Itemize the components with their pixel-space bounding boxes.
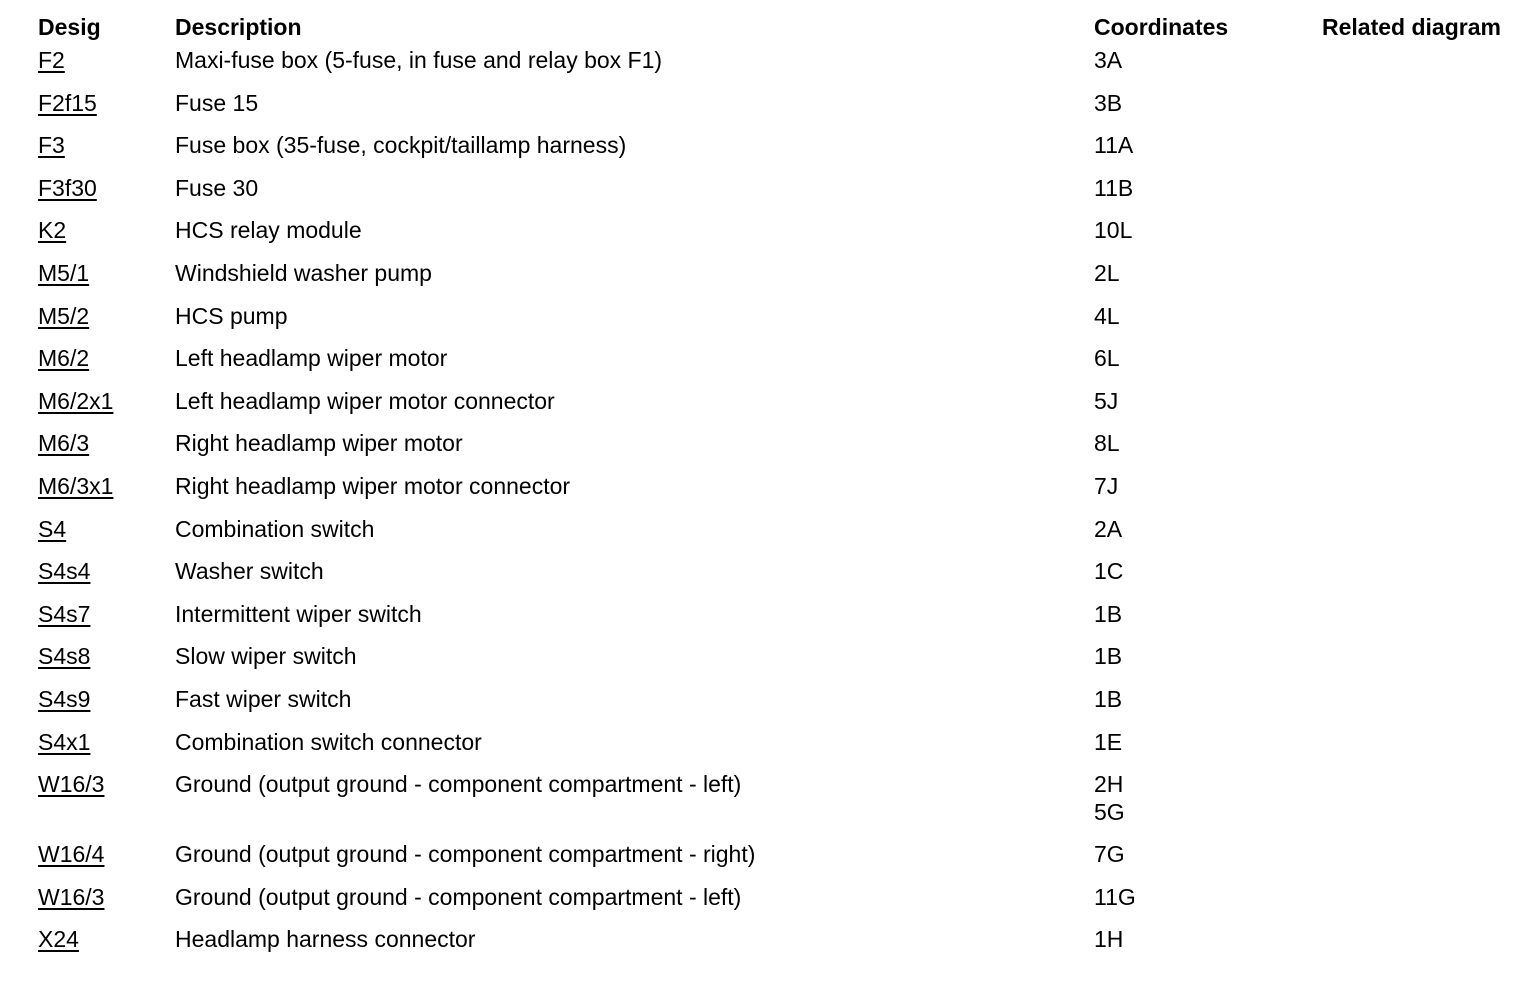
table-row: [38, 259, 1528, 302]
coordinates-cell: [1094, 685, 1122, 713]
coordinate-value: 2L: [1094, 259, 1120, 286]
coordinate-value: 1E: [1094, 728, 1123, 755]
coordinates-cell: [1094, 46, 1122, 74]
designation-link[interactable]: S4s4: [38, 558, 91, 585]
table-row: [38, 429, 1528, 472]
designation-link[interactable]: S4: [38, 515, 67, 542]
table-row: [38, 472, 1528, 515]
header-description: Description: [175, 14, 302, 40]
coordinates-cell: [1094, 925, 1123, 953]
designation-link[interactable]: F3: [38, 132, 65, 159]
coordinate-value: 2A: [1094, 515, 1123, 542]
coordinate-value: 5J: [1094, 387, 1119, 414]
component-description: Fuse box (35-fuse, cockpit/taillamp harness): [175, 132, 627, 159]
coordinates-cell: [1094, 89, 1122, 117]
coordinates-cell: [1094, 472, 1118, 500]
component-description: Fast wiper switch: [175, 685, 352, 712]
coordinate-value: 5G: [1094, 799, 1125, 826]
table-row: [38, 131, 1528, 174]
component-description: Ground (output ground - component compartment - left): [175, 883, 742, 910]
table-row: [38, 925, 1528, 968]
designation-link[interactable]: W16/4: [38, 841, 105, 868]
coordinate-value: 3B: [1094, 89, 1123, 116]
component-description: Slow wiper switch: [175, 643, 357, 670]
component-description: Ground (output ground - component compartment - right): [175, 841, 756, 868]
coordinate-value: 1B: [1094, 643, 1123, 670]
designation-link[interactable]: M5/1: [38, 259, 90, 286]
coordinates-cell: [1094, 557, 1123, 585]
coordinate-value: 11B: [1094, 174, 1134, 201]
coordinates-cell: [1094, 883, 1136, 911]
component-description: Combination switch: [175, 515, 375, 542]
table-row: [38, 883, 1528, 926]
designation-link[interactable]: M6/3x1: [38, 472, 114, 499]
coordinates-cell: [1094, 515, 1122, 543]
designation-link[interactable]: M6/2: [38, 345, 90, 372]
table-body: [38, 46, 1528, 968]
coordinates-cell: [1094, 642, 1122, 670]
coordinates-cell: [1094, 770, 1125, 826]
table-row: [38, 302, 1528, 345]
designation-link[interactable]: X24: [38, 926, 79, 953]
designation-link[interactable]: F2f15: [38, 89, 97, 116]
coordinates-cell: [1094, 429, 1120, 457]
header-coordinates: Coordinates: [1094, 14, 1229, 40]
designation-link[interactable]: S4s9: [38, 685, 91, 712]
coordinates-cell: [1094, 216, 1132, 244]
coordinate-value: 1B: [1094, 685, 1123, 712]
table-row: [38, 728, 1528, 771]
component-description: Fuse 30: [175, 174, 259, 201]
table-row: [38, 770, 1528, 840]
coordinate-value: 2H: [1094, 771, 1124, 798]
coordinate-value: 3A: [1094, 47, 1123, 73]
table-row: [38, 685, 1528, 728]
coordinates-cell: [1094, 174, 1133, 202]
coordinates-cell: [1094, 600, 1122, 628]
component-description: Combination switch connector: [175, 728, 482, 755]
component-description: Left headlamp wiper motor: [175, 345, 448, 372]
component-description: HCS relay module: [175, 217, 362, 244]
component-description: HCS pump: [175, 302, 288, 329]
component-description: Ground (output ground - component compartment - left): [175, 771, 742, 798]
table-row: [38, 46, 1528, 89]
designation-link[interactable]: F2: [38, 47, 65, 73]
table-row: [38, 174, 1528, 217]
component-description: Right headlamp wiper motor: [175, 430, 463, 457]
table-row: [38, 89, 1528, 132]
designation-link[interactable]: F3f30: [38, 174, 97, 201]
coordinate-value: 10L: [1094, 217, 1133, 244]
component-description: Maxi-fuse box (5-fuse, in fuse and relay box F1): [175, 47, 663, 73]
header-related-diagram: Related diagram: [1322, 14, 1501, 40]
component-description: Fuse 15: [175, 89, 259, 116]
designation-link[interactable]: S4x1: [38, 728, 91, 755]
component-description: Windshield washer pump: [175, 259, 432, 286]
coordinate-value: 1C: [1094, 558, 1124, 585]
designation-link[interactable]: S4s8: [38, 643, 91, 670]
coordinate-value: 1B: [1094, 600, 1123, 627]
coordinates-cell: [1094, 728, 1122, 756]
table-row: [38, 840, 1528, 883]
designation-link[interactable]: M6/2x1: [38, 387, 114, 414]
designation-link[interactable]: S4s7: [38, 600, 91, 627]
designation-link[interactable]: W16/3: [38, 883, 105, 910]
component-description: Intermittent wiper switch: [175, 600, 422, 627]
table-row: [38, 642, 1528, 685]
component-description: Headlamp harness connector: [175, 926, 476, 953]
table-row: [38, 216, 1528, 259]
coordinate-value: 6L: [1094, 345, 1120, 372]
coordinates-cell: [1094, 302, 1120, 330]
component-description: Left headlamp wiper motor connector: [175, 387, 555, 414]
component-legend-table: [38, 12, 1528, 968]
designation-link[interactable]: M5/2: [38, 302, 90, 329]
coordinate-value: 7J: [1094, 472, 1119, 499]
coordinate-value: 4L: [1094, 302, 1120, 329]
coordinates-cell: [1094, 840, 1125, 868]
table-row: [38, 344, 1528, 387]
coordinate-value: 1H: [1094, 926, 1124, 953]
coordinates-cell: [1094, 387, 1118, 415]
coordinate-value: 7G: [1094, 841, 1125, 868]
designation-link[interactable]: M6/3: [38, 430, 90, 457]
component-description: Washer switch: [175, 558, 324, 585]
table-row: [38, 557, 1528, 600]
designation-link[interactable]: K2: [38, 217, 67, 244]
table-row: [38, 387, 1528, 430]
coordinate-value: 11G: [1094, 883, 1136, 910]
component-description: Right headlamp wiper motor connector: [175, 472, 571, 499]
coordinates-cell: [1094, 259, 1120, 287]
designation-link[interactable]: W16/3: [38, 771, 105, 798]
coordinate-value: 8L: [1094, 430, 1120, 457]
table-row: [38, 600, 1528, 643]
coordinates-cell: [1094, 344, 1120, 372]
table-row: [38, 515, 1528, 558]
header-desig: Desig: [38, 14, 101, 40]
table-header: [38, 12, 1528, 46]
coordinate-value: 11A: [1094, 132, 1134, 159]
coordinates-cell: [1094, 131, 1133, 159]
